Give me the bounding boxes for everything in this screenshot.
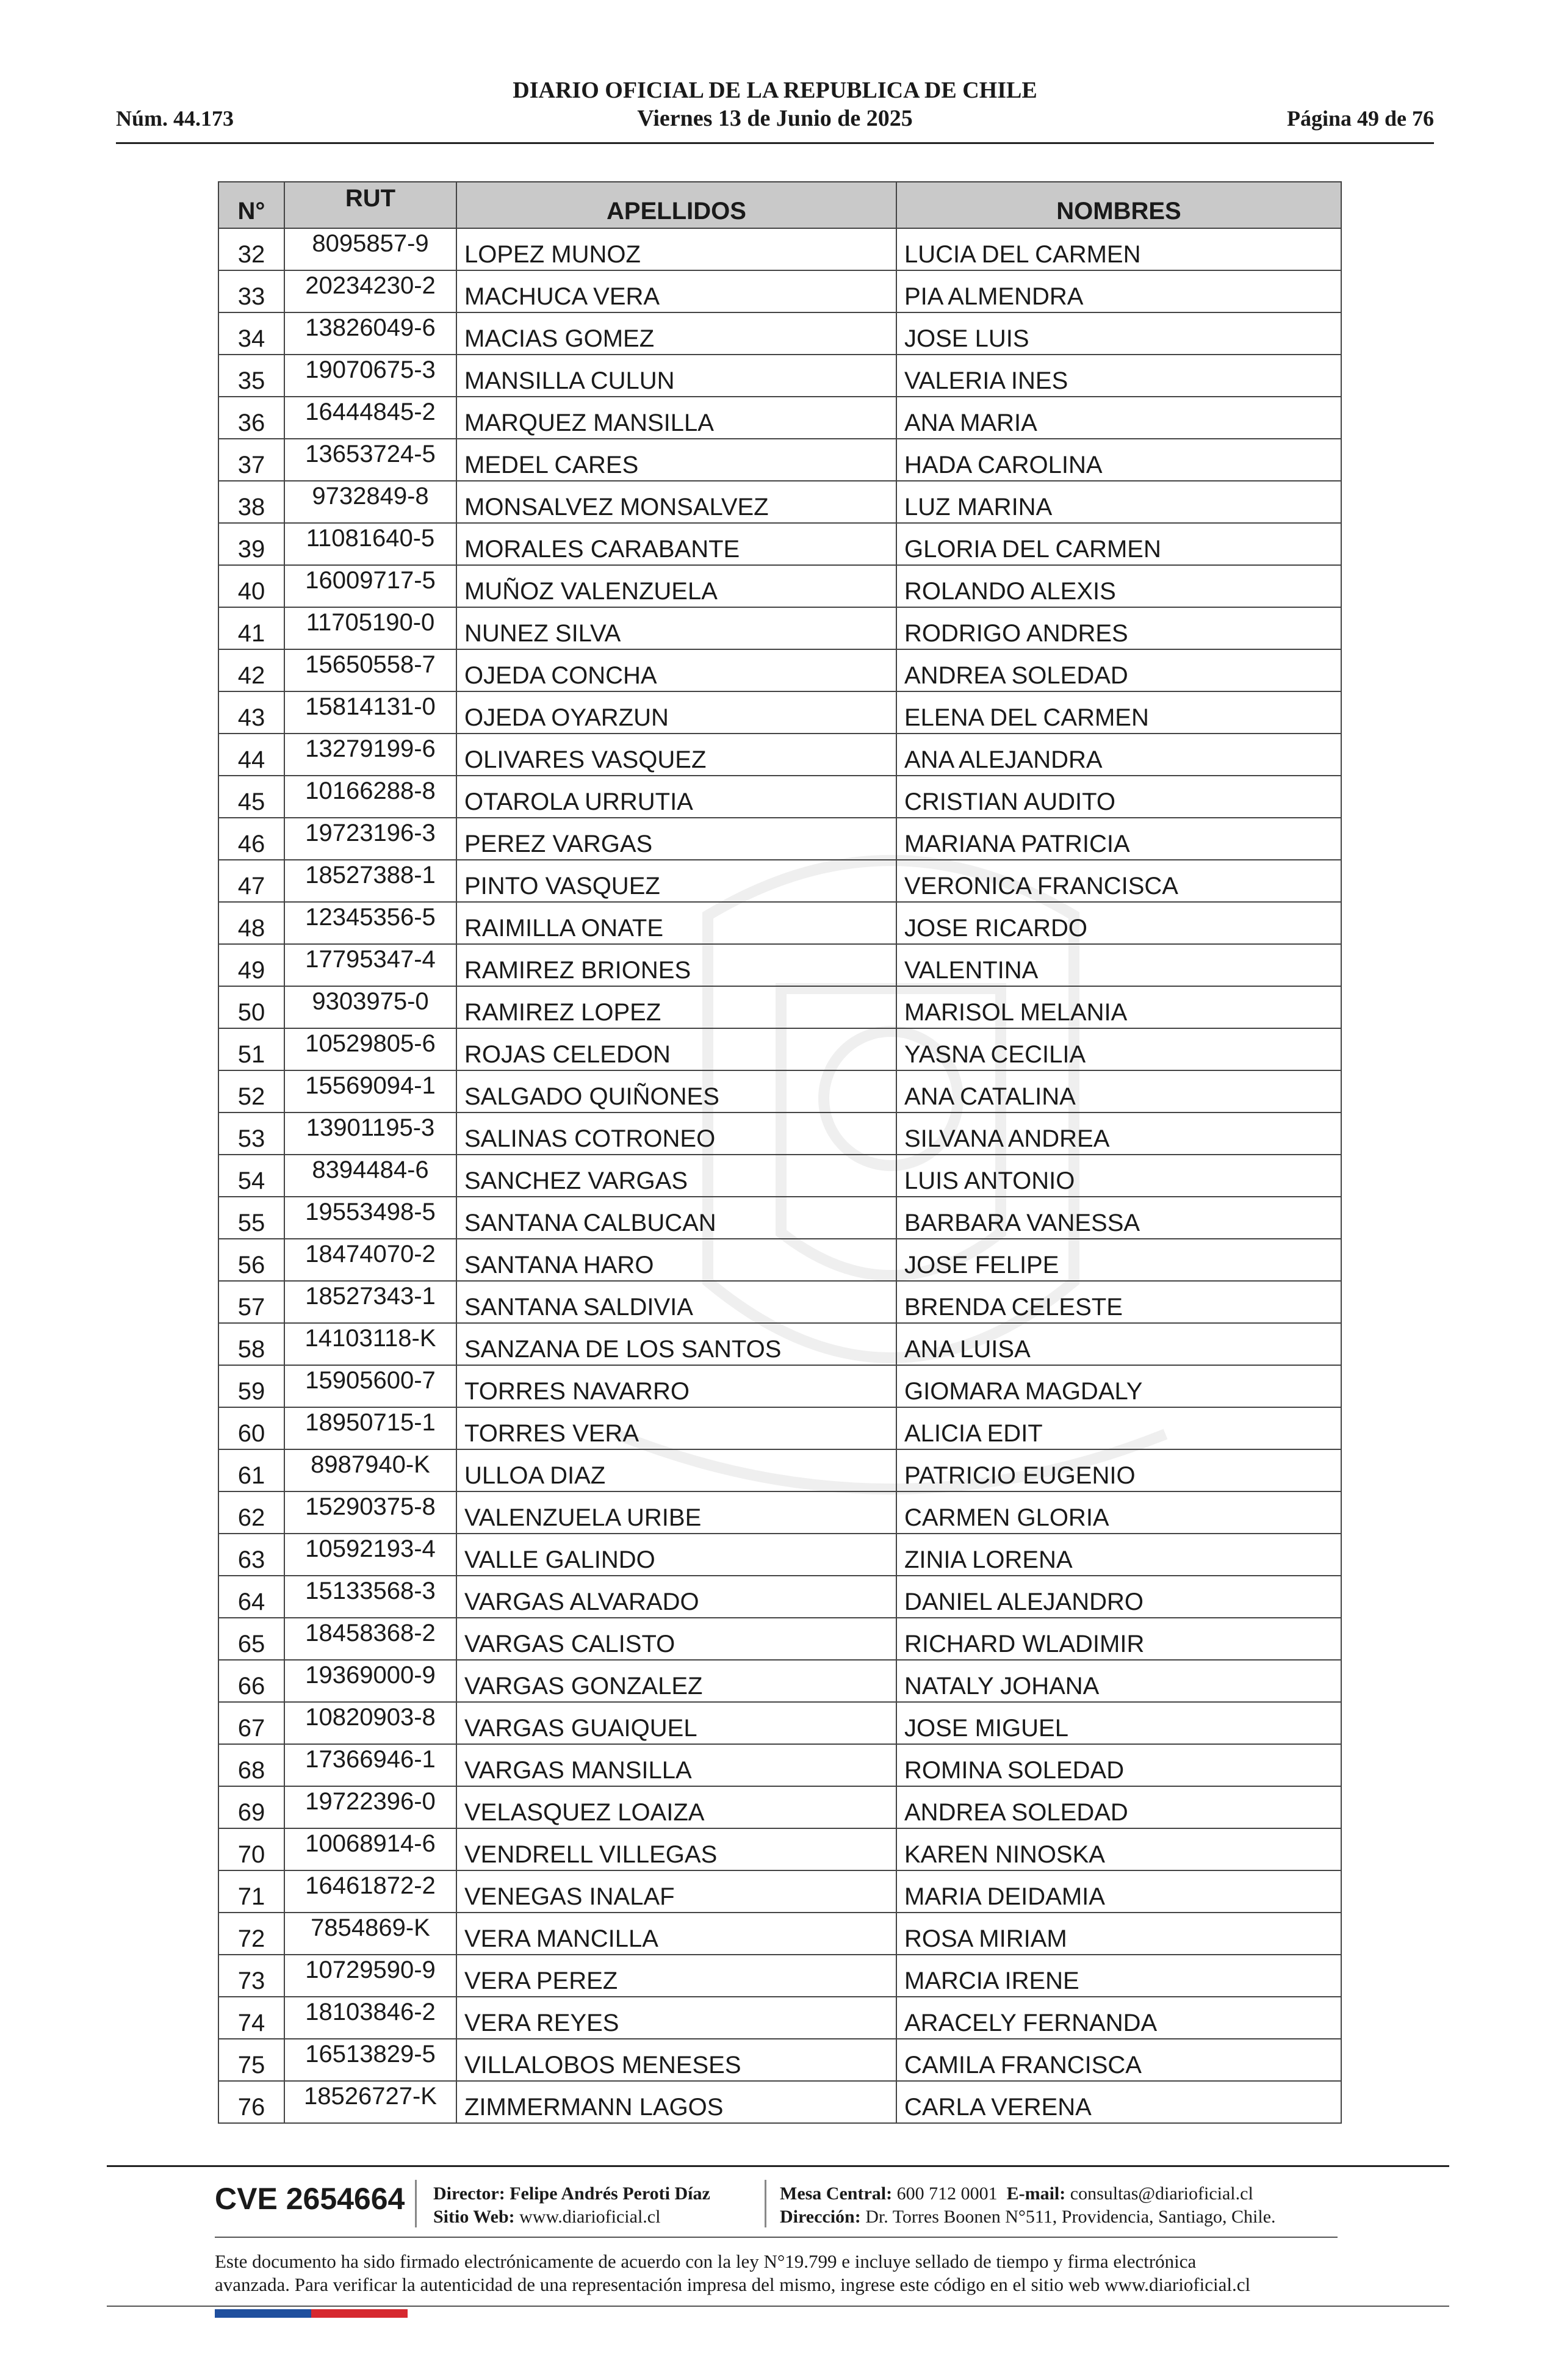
apellidos-cell: SANCHEZ VARGAS — [456, 1155, 896, 1197]
table-row — [218, 818, 1341, 860]
table-row — [218, 1870, 1341, 1913]
site-link[interactable]: www.diarioficial.cl — [519, 2207, 661, 2227]
rut-cell: 13653724-5 — [284, 439, 456, 481]
column-header-apellidos: APELLIDOS — [456, 182, 896, 228]
header-divider — [116, 142, 1434, 144]
table-row — [218, 1365, 1341, 1407]
table-row — [218, 607, 1341, 649]
rut-cell: 16444845-2 — [284, 397, 456, 439]
table-row — [218, 397, 1341, 439]
masthead — [116, 76, 1434, 132]
row-number-cell: 32 — [218, 228, 284, 270]
nombres-cell: ELENA DEL CARMEN — [896, 691, 1341, 734]
row-number-cell: 51 — [218, 1028, 284, 1070]
apellidos-cell: MARQUEZ MANSILLA — [456, 397, 896, 439]
rut-cell: 11705190-0 — [284, 607, 456, 649]
rut-cell: 15905600-7 — [284, 1365, 456, 1407]
nombres-cell: GLORIA DEL CARMEN — [896, 523, 1341, 565]
footer-contact-block — [780, 2182, 1276, 2229]
row-number-cell: 76 — [218, 2081, 284, 2123]
row-number-cell: 60 — [218, 1407, 284, 1449]
apellidos-cell: SANTANA SALDIVIA — [456, 1281, 896, 1323]
nombres-cell: BRENDA CELESTE — [896, 1281, 1341, 1323]
row-number-cell: 72 — [218, 1913, 284, 1955]
rut-cell: 8987940-K — [284, 1449, 456, 1491]
row-number-cell: 70 — [218, 1828, 284, 1870]
table-row — [218, 481, 1341, 523]
nombres-cell: JOSE MIGUEL — [896, 1702, 1341, 1744]
apellidos-cell: MANSILLA CULUN — [456, 355, 896, 397]
nombres-cell: ANDREA SOLEDAD — [896, 1786, 1341, 1828]
nombres-cell: BARBARA VANESSA — [896, 1197, 1341, 1239]
apellidos-cell: VERA MANCILLA — [456, 1913, 896, 1955]
table-row — [218, 1112, 1341, 1155]
nombres-cell: ROSA MIRIAM — [896, 1913, 1341, 1955]
table-row — [218, 270, 1341, 312]
nombres-cell: MARIANA PATRICIA — [896, 818, 1341, 860]
table-row — [218, 1955, 1341, 1997]
nombres-cell: ARACELY FERNANDA — [896, 1997, 1341, 2039]
table-row — [218, 1618, 1341, 1660]
apellidos-cell: SALINAS COTRONEO — [456, 1112, 896, 1155]
table-row — [218, 1534, 1341, 1576]
row-number-cell: 73 — [218, 1955, 284, 1997]
apellidos-cell: OTAROLA URRUTIA — [456, 776, 896, 818]
row-number-cell: 47 — [218, 860, 284, 902]
apellidos-cell: OLIVARES VASQUEZ — [456, 734, 896, 776]
nombres-cell: YASNA CECILIA — [896, 1028, 1341, 1070]
nombres-cell: ROMINA SOLEDAD — [896, 1744, 1341, 1786]
footer-divider-middle — [215, 2237, 1338, 2238]
apellidos-cell: VENDRELL VILLEGAS — [456, 1828, 896, 1870]
rut-cell: 17366946-1 — [284, 1744, 456, 1786]
row-number-cell: 75 — [218, 2039, 284, 2081]
row-number-cell: 67 — [218, 1702, 284, 1744]
nombres-cell: NATALY JOHANA — [896, 1660, 1341, 1702]
row-number-cell: 58 — [218, 1323, 284, 1365]
nombres-cell: ANDREA SOLEDAD — [896, 649, 1341, 691]
address-label: Dirección: — [780, 2207, 861, 2227]
apellidos-cell: RAIMILLA ONATE — [456, 902, 896, 944]
table-row — [218, 1407, 1341, 1449]
apellidos-cell: MACIAS GOMEZ — [456, 312, 896, 355]
table-row — [218, 1702, 1341, 1744]
nombres-cell: MARISOL MELANIA — [896, 986, 1341, 1028]
row-number-cell: 56 — [218, 1239, 284, 1281]
flag-stripe-red — [311, 2309, 408, 2318]
row-number-cell: 37 — [218, 439, 284, 481]
nombres-cell: JOSE LUIS — [896, 312, 1341, 355]
row-number-cell: 55 — [218, 1197, 284, 1239]
rut-cell: 19070675-3 — [284, 355, 456, 397]
legal-notice — [215, 2250, 1374, 2296]
rut-cell: 15569094-1 — [284, 1070, 456, 1112]
table-row — [218, 1828, 1341, 1870]
row-number-cell: 44 — [218, 734, 284, 776]
nombres-cell: GIOMARA MAGDALY — [896, 1365, 1341, 1407]
rut-cell: 19722396-0 — [284, 1786, 456, 1828]
rut-cell: 10820903-8 — [284, 1702, 456, 1744]
footer-separator — [765, 2180, 766, 2227]
table-row — [218, 1281, 1341, 1323]
nombres-cell: SILVANA ANDREA — [896, 1112, 1341, 1155]
apellidos-cell: SANTANA HARO — [456, 1239, 896, 1281]
phone-label: Mesa Central: — [780, 2183, 893, 2204]
nombres-cell: LUIS ANTONIO — [896, 1155, 1341, 1197]
apellidos-cell: RAMIREZ BRIONES — [456, 944, 896, 986]
apellidos-cell: ROJAS CELEDON — [456, 1028, 896, 1070]
rut-cell: 15290375-8 — [284, 1491, 456, 1534]
apellidos-cell: VERA PEREZ — [456, 1955, 896, 1997]
phone-number: 600 712 0001 — [896, 2183, 998, 2204]
rut-cell: 10068914-6 — [284, 1828, 456, 1870]
rut-cell: 19553498-5 — [284, 1197, 456, 1239]
apellidos-cell: VARGAS GONZALEZ — [456, 1660, 896, 1702]
legal-line: Este documento ha sido firmado electrónicamente de acuerdo con la ley N°19.799 e incluye sellado de tiempo y firma electrónica — [215, 2251, 1197, 2272]
footer-director-block — [433, 2182, 710, 2229]
table-row — [218, 2039, 1341, 2081]
rut-cell: 19723196-3 — [284, 818, 456, 860]
apellidos-cell: VARGAS ALVARADO — [456, 1576, 896, 1618]
nombres-cell: ANA MARIA — [896, 397, 1341, 439]
rut-cell: 13279199-6 — [284, 734, 456, 776]
table-row — [218, 1239, 1341, 1281]
nombres-cell: PIA ALMENDRA — [896, 270, 1341, 312]
row-number-cell: 64 — [218, 1576, 284, 1618]
table-row — [218, 902, 1341, 944]
table-row — [218, 2081, 1341, 2123]
rut-cell: 8394484-6 — [284, 1155, 456, 1197]
rut-cell: 7854869-K — [284, 1913, 456, 1955]
row-number-cell: 33 — [218, 270, 284, 312]
row-number-cell: 63 — [218, 1534, 284, 1576]
rut-cell: 18526727-K — [284, 2081, 456, 2123]
apellidos-cell: OJEDA CONCHA — [456, 649, 896, 691]
rut-cell: 18527388-1 — [284, 860, 456, 902]
row-number-cell: 38 — [218, 481, 284, 523]
table-row — [218, 1744, 1341, 1786]
apellidos-cell: OJEDA OYARZUN — [456, 691, 896, 734]
email-link[interactable]: consultas@diarioficial.cl — [1070, 2183, 1253, 2204]
table-row — [218, 355, 1341, 397]
flag-stripe-blue — [215, 2309, 311, 2318]
apellidos-cell: TORRES VERA — [456, 1407, 896, 1449]
rut-cell: 16513829-5 — [284, 2039, 456, 2081]
apellidos-cell: LOPEZ MUNOZ — [456, 228, 896, 270]
table-row — [218, 860, 1341, 902]
table-row — [218, 734, 1341, 776]
row-number-cell: 74 — [218, 1997, 284, 2039]
rut-cell: 11081640-5 — [284, 523, 456, 565]
apellidos-cell: TORRES NAVARRO — [456, 1365, 896, 1407]
table-row — [218, 312, 1341, 355]
apellidos-cell: VALLE GALINDO — [456, 1534, 896, 1576]
table-row — [218, 1155, 1341, 1197]
table-row — [218, 986, 1341, 1028]
apellidos-cell: MACHUCA VERA — [456, 270, 896, 312]
nombres-cell: LUCIA DEL CARMEN — [896, 228, 1341, 270]
rut-cell: 9732849-8 — [284, 481, 456, 523]
rut-cell: 10729590-9 — [284, 1955, 456, 1997]
nombres-cell: ZINIA LORENA — [896, 1534, 1341, 1576]
apellidos-cell: VARGAS CALISTO — [456, 1618, 896, 1660]
table-row — [218, 1576, 1341, 1618]
apellidos-cell: VARGAS GUAIQUEL — [456, 1702, 896, 1744]
row-number-cell: 48 — [218, 902, 284, 944]
apellidos-cell: VARGAS MANSILLA — [456, 1744, 896, 1786]
nombres-cell: ANA LUISA — [896, 1323, 1341, 1365]
row-number-cell: 49 — [218, 944, 284, 986]
row-number-cell: 62 — [218, 1491, 284, 1534]
rut-cell: 10592193-4 — [284, 1534, 456, 1576]
nombres-cell: DANIEL ALEJANDRO — [896, 1576, 1341, 1618]
table-row — [218, 1913, 1341, 1955]
apellidos-cell: RAMIREZ LOPEZ — [456, 986, 896, 1028]
row-number-cell: 68 — [218, 1744, 284, 1786]
table-row — [218, 649, 1341, 691]
row-number-cell: 40 — [218, 565, 284, 607]
row-number-cell: 59 — [218, 1365, 284, 1407]
nombres-cell: ALICIA EDIT — [896, 1407, 1341, 1449]
cve-code: CVE 2654664 — [215, 2182, 405, 2216]
nombres-cell: KAREN NINOSKA — [896, 1828, 1341, 1870]
apellidos-cell: MEDEL CARES — [456, 439, 896, 481]
table-row — [218, 1997, 1341, 2039]
row-number-cell: 69 — [218, 1786, 284, 1828]
address-value: Dr. Torres Boonen N°511, Providencia, Santiago, Chile. — [865, 2207, 1276, 2227]
table-row — [218, 1028, 1341, 1070]
table-row — [218, 1786, 1341, 1828]
nombres-cell: CARLA VERENA — [896, 2081, 1341, 2123]
table-row — [218, 228, 1341, 270]
column-header-number: N° — [218, 182, 284, 228]
nombres-cell: ROLANDO ALEXIS — [896, 565, 1341, 607]
apellidos-cell: MONSALVEZ MONSALVEZ — [456, 481, 896, 523]
rut-cell: 17795347-4 — [284, 944, 456, 986]
column-header-rut: RUT — [284, 182, 456, 228]
rut-cell: 10529805-6 — [284, 1028, 456, 1070]
apellidos-cell: ZIMMERMANN LAGOS — [456, 2081, 896, 2123]
table-row — [218, 1197, 1341, 1239]
nombres-cell: RODRIGO ANDRES — [896, 607, 1341, 649]
nombres-cell: JOSE FELIPE — [896, 1239, 1341, 1281]
roster-table — [218, 181, 1342, 2124]
apellidos-cell: ULLOA DIAZ — [456, 1449, 896, 1491]
nombres-cell: ANA ALEJANDRA — [896, 734, 1341, 776]
legal-line: avanzada. Para verificar la autenticidad de una representación impresa del mismo, ingrese este código en el sitio web www.diarioficial.cl — [215, 2274, 1251, 2295]
table-row — [218, 1323, 1341, 1365]
issue-number: Núm. 44.173 — [116, 106, 234, 131]
nombres-cell: VERONICA FRANCISCA — [896, 860, 1341, 902]
row-number-cell: 54 — [218, 1155, 284, 1197]
apellidos-cell: SANTANA CALBUCAN — [456, 1197, 896, 1239]
table-row — [218, 439, 1341, 481]
row-number-cell: 45 — [218, 776, 284, 818]
apellidos-cell: SALGADO QUIÑONES — [456, 1070, 896, 1112]
apellidos-cell: VALENZUELA URIBE — [456, 1491, 896, 1534]
rut-cell: 15133568-3 — [284, 1576, 456, 1618]
apellidos-cell: VILLALOBOS MENESES — [456, 2039, 896, 2081]
rut-cell: 10166288-8 — [284, 776, 456, 818]
row-number-cell: 43 — [218, 691, 284, 734]
table-row — [218, 523, 1341, 565]
email-label: E-mail: — [1006, 2183, 1066, 2204]
nombres-cell: VALENTINA — [896, 944, 1341, 986]
rut-cell: 18950715-1 — [284, 1407, 456, 1449]
nombres-cell: CARMEN GLORIA — [896, 1491, 1341, 1534]
footer-divider-top — [107, 2165, 1449, 2167]
rut-cell: 15650558-7 — [284, 649, 456, 691]
publication-title: DIARIO OFICIAL DE LA REPUBLICA DE CHILE — [513, 78, 1037, 103]
apellidos-cell: VERA REYES — [456, 1997, 896, 2039]
row-number-cell: 53 — [218, 1112, 284, 1155]
rut-cell: 9303975-0 — [284, 986, 456, 1028]
apellidos-cell: VENEGAS INALAF — [456, 1870, 896, 1913]
table-row — [218, 1070, 1341, 1112]
row-number-cell: 39 — [218, 523, 284, 565]
row-number-cell: 71 — [218, 1870, 284, 1913]
rut-cell: 20234230-2 — [284, 270, 456, 312]
page-header — [116, 76, 1434, 145]
apellidos-cell: NUNEZ SILVA — [456, 607, 896, 649]
nombres-cell: LUZ MARINA — [896, 481, 1341, 523]
row-number-cell: 36 — [218, 397, 284, 439]
row-number-cell: 50 — [218, 986, 284, 1028]
nombres-cell: CAMILA FRANCISCA — [896, 2039, 1341, 2081]
column-header-nombres: NOMBRES — [896, 182, 1341, 228]
rut-cell: 14103118-K — [284, 1323, 456, 1365]
row-number-cell: 52 — [218, 1070, 284, 1112]
table-row — [218, 944, 1341, 986]
row-number-cell: 65 — [218, 1618, 284, 1660]
rut-cell: 13826049-6 — [284, 312, 456, 355]
publication-date: Viernes 13 de Junio de 2025 — [637, 106, 913, 131]
table-row — [218, 691, 1341, 734]
row-number-cell: 57 — [218, 1281, 284, 1323]
table-row — [218, 565, 1341, 607]
rut-cell: 15814131-0 — [284, 691, 456, 734]
row-number-cell: 61 — [218, 1449, 284, 1491]
row-number-cell: 46 — [218, 818, 284, 860]
rut-cell: 16461872-2 — [284, 1870, 456, 1913]
table-row — [218, 776, 1341, 818]
apellidos-cell: SANZANA DE LOS SANTOS — [456, 1323, 896, 1365]
table-row — [218, 1449, 1341, 1491]
nombres-cell: MARCIA IRENE — [896, 1955, 1341, 1997]
row-number-cell: 34 — [218, 312, 284, 355]
row-number-cell: 42 — [218, 649, 284, 691]
nombres-cell: ANA CATALINA — [896, 1070, 1341, 1112]
table-row — [218, 1660, 1341, 1702]
row-number-cell: 35 — [218, 355, 284, 397]
apellidos-cell: MUÑOZ VALENZUELA — [456, 565, 896, 607]
site-label: Sitio Web: — [433, 2207, 515, 2227]
rut-cell: 12345356-5 — [284, 902, 456, 944]
row-number-cell: 66 — [218, 1660, 284, 1702]
table-header-row — [218, 182, 1341, 228]
footer-divider-bottom — [107, 2306, 1449, 2307]
nombres-cell: PATRICIO EUGENIO — [896, 1449, 1341, 1491]
rut-cell: 16009717-5 — [284, 565, 456, 607]
apellidos-cell: PINTO VASQUEZ — [456, 860, 896, 902]
rut-cell: 18103846-2 — [284, 1997, 456, 2039]
footer-separator — [415, 2180, 417, 2227]
rut-cell: 19369000-9 — [284, 1660, 456, 1702]
rut-cell: 13901195-3 — [284, 1112, 456, 1155]
apellidos-cell: MORALES CARABANTE — [456, 523, 896, 565]
nombres-cell: VALERIA INES — [896, 355, 1341, 397]
nombres-cell: RICHARD WLADIMIR — [896, 1618, 1341, 1660]
nombres-cell: JOSE RICARDO — [896, 902, 1341, 944]
row-number-cell: 41 — [218, 607, 284, 649]
apellidos-cell: PEREZ VARGAS — [456, 818, 896, 860]
director-label: Director: — [433, 2183, 505, 2204]
nombres-cell: HADA CAROLINA — [896, 439, 1341, 481]
nombres-cell: CRISTIAN AUDITO — [896, 776, 1341, 818]
rut-cell: 18474070-2 — [284, 1239, 456, 1281]
rut-cell: 18527343-1 — [284, 1281, 456, 1323]
rut-cell: 8095857-9 — [284, 228, 456, 270]
apellidos-cell: VELASQUEZ LOAIZA — [456, 1786, 896, 1828]
nombres-cell: MARIA DEIDAMIA — [896, 1870, 1341, 1913]
table-row — [218, 1491, 1341, 1534]
rut-cell: 18458368-2 — [284, 1618, 456, 1660]
page-number: Página 49 de 76 — [1286, 106, 1434, 131]
director-name: Felipe Andrés Peroti Díaz — [510, 2183, 710, 2204]
roster-body — [218, 228, 1341, 2123]
